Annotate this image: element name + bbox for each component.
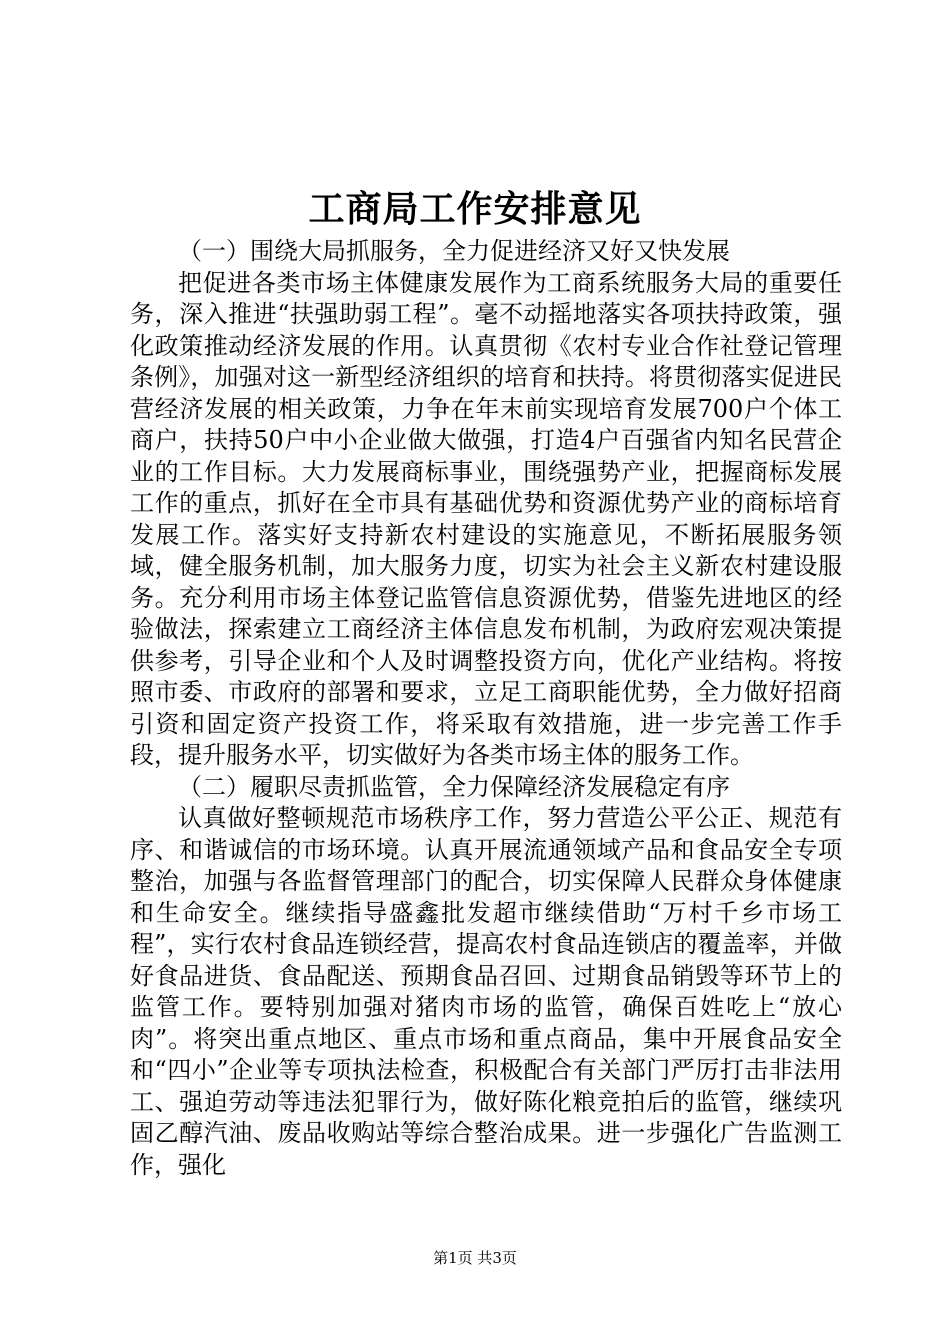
page-number-footer: 第1页 共3页 bbox=[433, 1249, 517, 1267]
section-heading-1: （一）围绕大局抓服务，全力促进经济又好又快发展 bbox=[178, 237, 730, 265]
document-title: 工商局工作安排意见 bbox=[308, 188, 642, 230]
section-heading-2: （二）履职尽责抓监管，全力保障经济发展稳定有序 bbox=[178, 772, 730, 801]
body-paragraph-1: 把促进各类市场主体健康发展作为工商系统服务大局的重要任务，深入推进“扶强助弱工程”。毫不动摇地落实各项扶持政策，强化政策推动经济发展的作用。认真贯彻《农村专业合作社登记管理条例》，加强对这一新型经济组织的培育和扶持。将贯彻落实促进民营经济发展的相关政策，力争在年末前实现培育发展700户个体工商户，扶持50户中小企业做大做强，打造4户百强省内知名民营企业的工作目标。大力发展商标事业，围绕强势产业，把握商标发展工作的重点，抓好在全市具有基础优势和资源优势产业的商标培育发展工作。落实好支持新农村建设的实施意见，不断拓展服务领域，健全服务机制，加大服务力度，切实为社会主义新农村建设服务。充分利用市场主体登记监管信息资源优势，借鉴先进地区的经验做法，探索建立工商经济主体信息发布机制，为政府宏观决策提供参考，引导企业和个人及时调整投资方向，优化产业结构。将按照市委、市政府的部署和要求，立足工商职能优势，全力做好招商引资和固定资产投资工作，将采取有效措施，进一步完善工作手段，提升服务水平，切实做好为各类市场主体的服务工作。 bbox=[130, 268, 842, 769]
body-paragraph-2: 认真做好整顿规范市场秩序工作，努力营造公平公正、规范有序、和谐诚信的市场环境。认真开展流通领域产品和食品安全专项整治，加强与各监督管理部门的配合，切实保障人民群众身体健康和生命安全。继续指导盛鑫批发超市继续借助“万村千乡市场工程”，实行农村食品连锁经营，提高农村食品连锁店的覆盖率，并做好食品进货、食品配送、预期食品召回、过期食品销毁等环节上的监管工作。要特别加强对猪肉市场的监管，确保百姓吃上“放心肉”。将突出重点地区、重点市场和重点商品，集中开展食品安全和“四小”企业等专项执法检查，积极配合有关部门严厉打击非法用工、强迫劳动等违法犯罪行为，做好陈化粮竞拍后的监管，继续巩固乙醇汽油、废品收购站等综合整治成果。进一步强化广告监测工作，强化 bbox=[130, 804, 842, 1179]
document-body bbox=[130, 236, 842, 1181]
